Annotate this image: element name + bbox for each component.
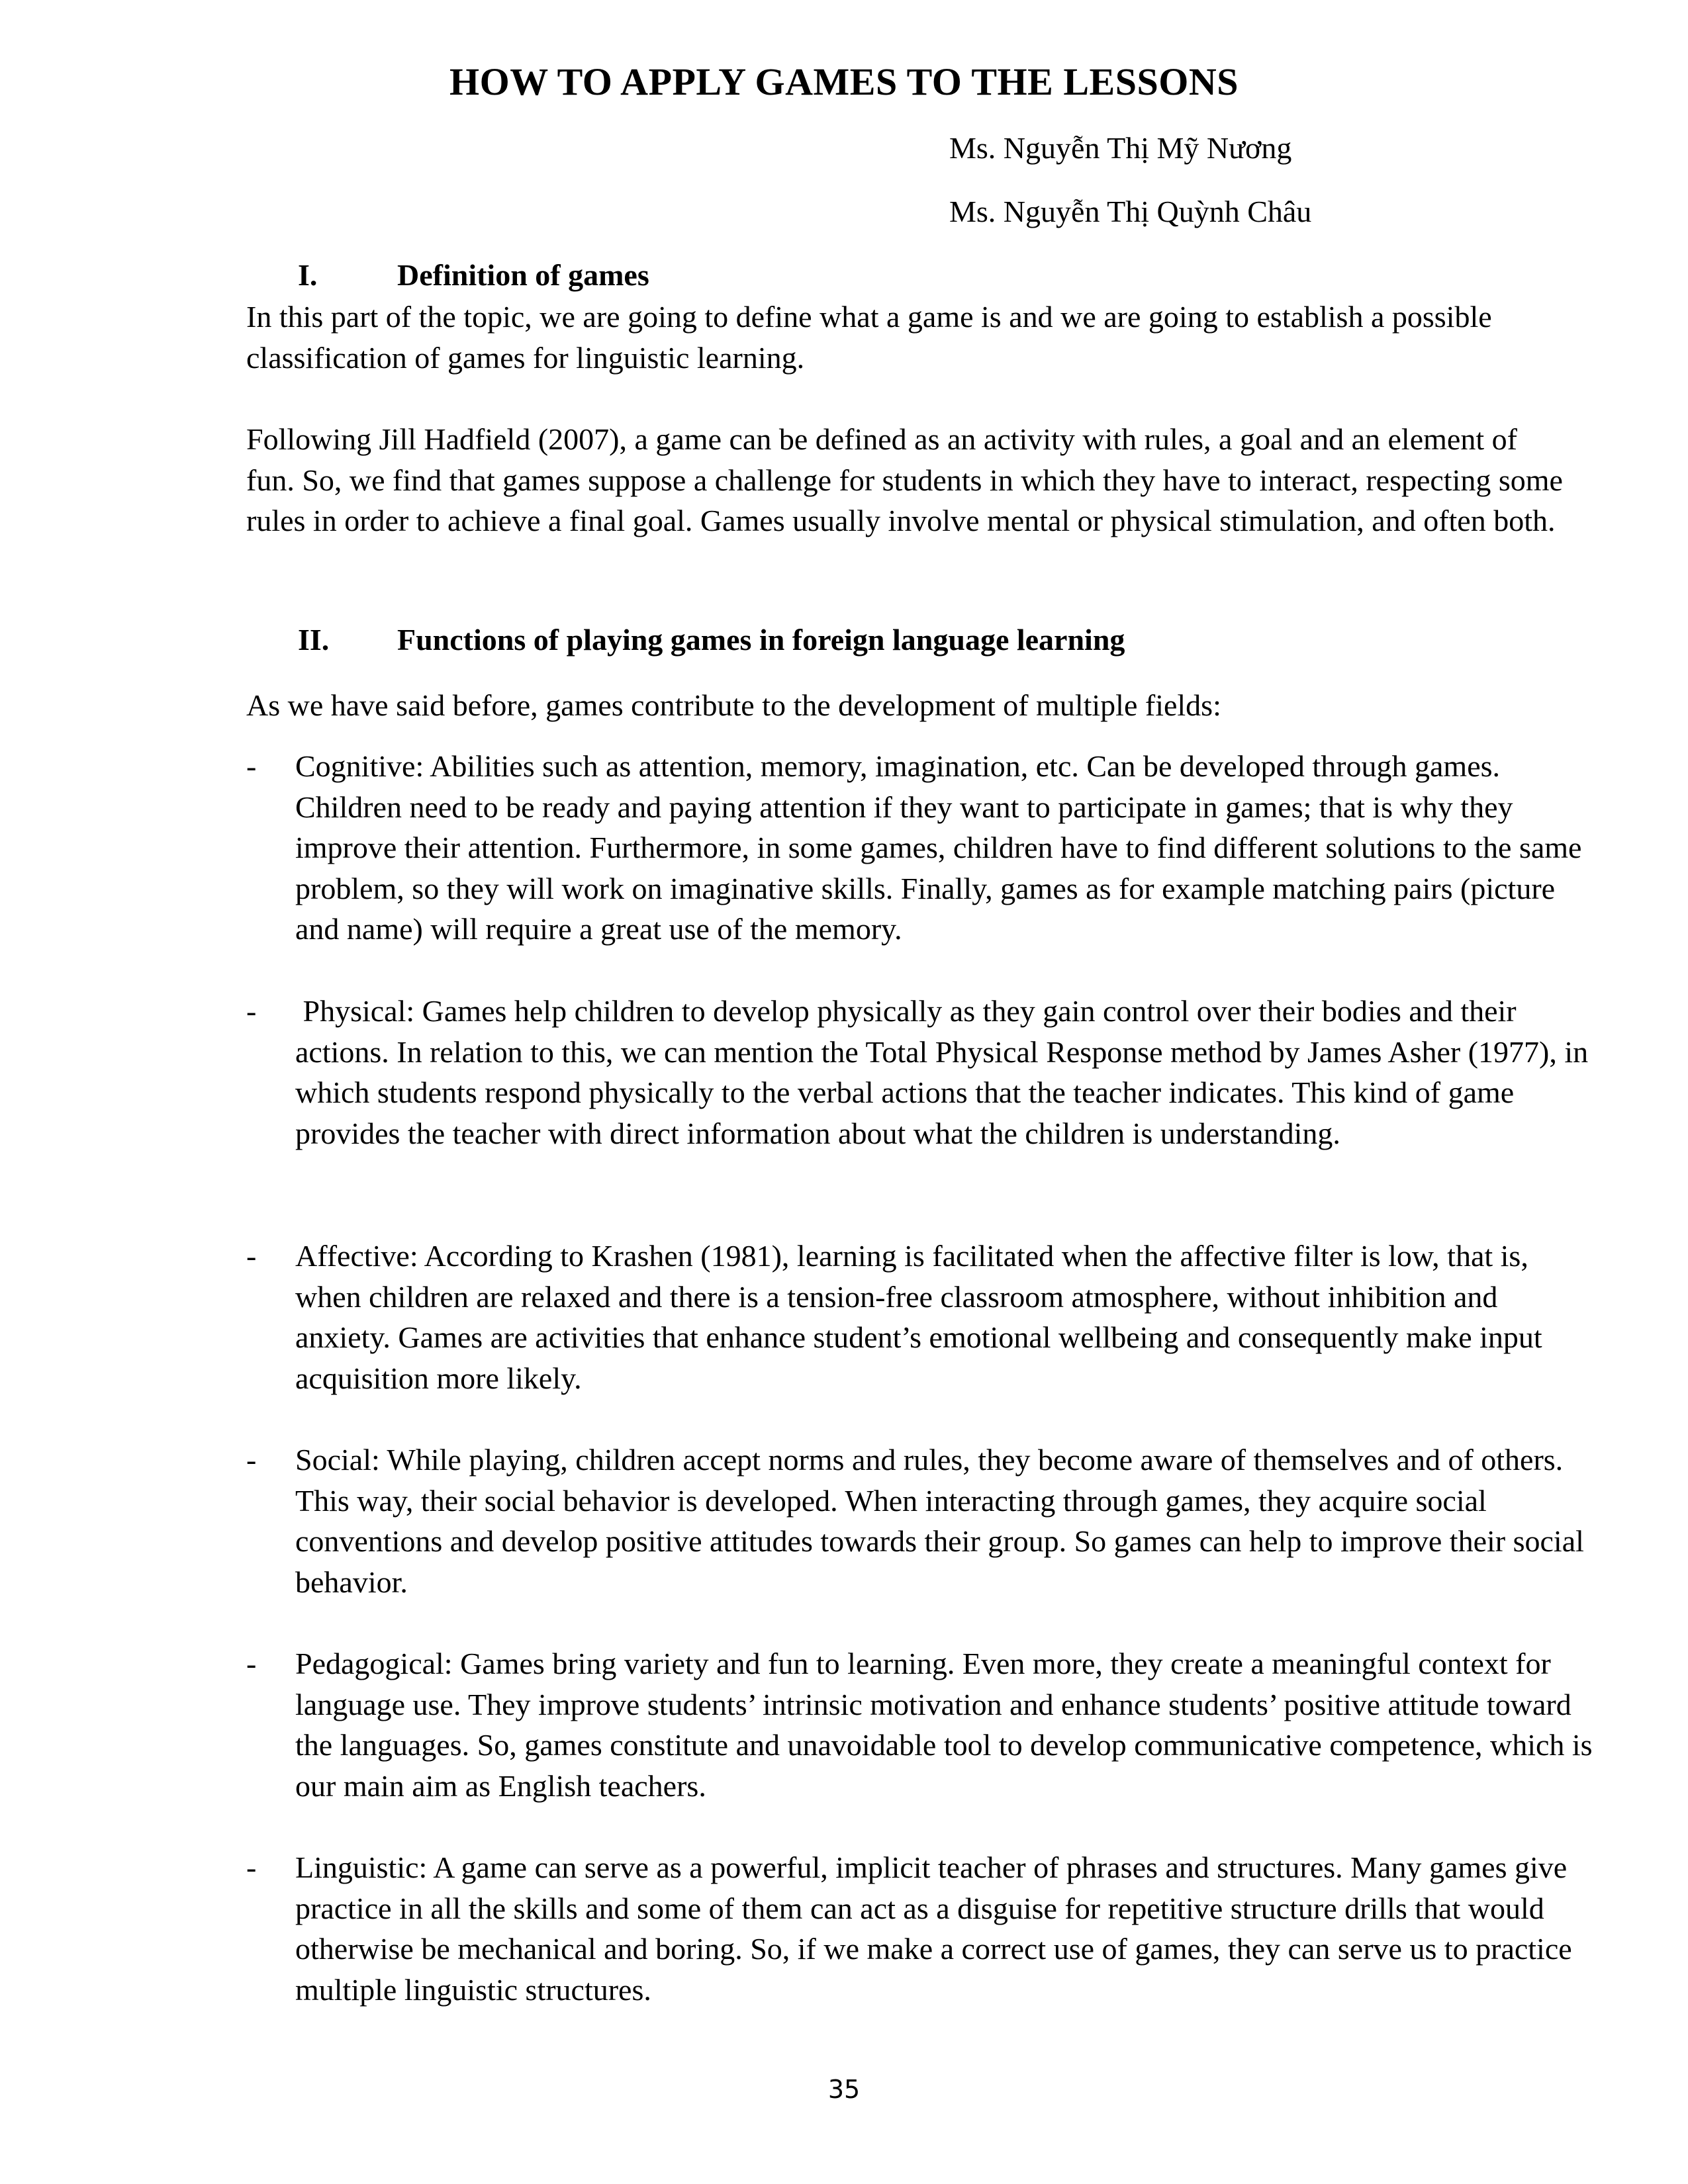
section-2-intro: As we have said before, games contribute to the development of multiple fields: [246,688,1221,722]
section-2-number: II. [298,623,330,657]
list-item-text: Physical: Games help children to develop physically as they gain control over their bodies and their actions. In relation to this, we can mention the Total Physical Response method by James Asher (1977), in which students respond physically to the verbal actions that the teacher indicates. This kind of game provides the teacher with direct information about what the children is understanding. [295,994,1596,1150]
section-1-number: I. [298,258,318,292]
list-item-text: Cognitive: Abilities such as attention, memory, imagination, etc. Can be developed through games. Children need to be ready and paying attention if they want to participate in games; that is why they improve their attention. Furthermore, in some games, children have to find different solutions to the same problem, so they will work on imaginative skills. Finally, games as for example matching pairs (picture and name) will require a great use of the memory. [295,749,1582,946]
page-number: 35 [827,2075,861,2104]
section-1-paragraph-1: In this part of the topic, we are going to define what a game is and we are going to establish a possible classification of games for linguistic learning. [246,300,1492,375]
section-2-title: Functions of playing games in foreign language learning [397,623,1125,657]
list-bullet: - [246,1239,257,1273]
section-1-paragraph-2: Following Jill Hadfield (2007), a game can be defined as an activity with rules, a goal and an element of fun. So, we find that games suppose a challenge for students in which they have to interact, respecting some rules in order to achieve a final goal. Games usually involve mental or physical stimulation, and often both. [246,422,1563,537]
document-title: HOW TO APPLY GAMES TO THE LESSONS [449,60,1239,103]
list-bullet: - [246,1850,257,1884]
section-1-title: Definition of games [397,258,649,292]
list-bullet: - [246,749,257,783]
author-1: Ms. Nguyễn Thị Mỹ Nương [949,131,1292,165]
list-item-text: Social: While playing, children accept norms and rules, they become aware of themselves and of others. This way, their social behavior is developed. When interacting through games, they acquire social conventions and develop positive attitudes towards their group. So games can help to improve their social behavior. [295,1443,1584,1599]
list-bullet: - [246,1443,257,1477]
list-bullet: - [246,994,257,1028]
list-bullet: - [246,1647,257,1680]
list-item-text: Pedagogical: Games bring variety and fun to learning. Even more, they create a meaningful context for language use. They improve students’ intrinsic motivation and enhance students’ positive attitude toward the languages. So, games constitute and unavoidable tool to develop communicative competence, which is our main aim as English teachers. [295,1647,1593,1803]
author-2: Ms. Nguyễn Thị Quỳnh Châu [949,195,1312,228]
list-item-text: Affective: According to Krashen (1981), learning is facilitated when the affective filter is low, that is, when children are relaxed and there is a tension-free classroom atmosphere, without inhibition and anxiety. Games are activities that enhance student’s emotional wellbeing and consequently make input acquisition more likely. [295,1239,1542,1395]
list-item-text: Linguistic: A game can serve as a powerful, implicit teacher of phrases and structures. Many games give practice in all the skills and some of them can act as a disguise for repetitive structure drills that would otherwise be mechanical and boring. So, if we make a correct use of games, they can serve us to practice multiple linguistic structures. [295,1850,1572,2007]
